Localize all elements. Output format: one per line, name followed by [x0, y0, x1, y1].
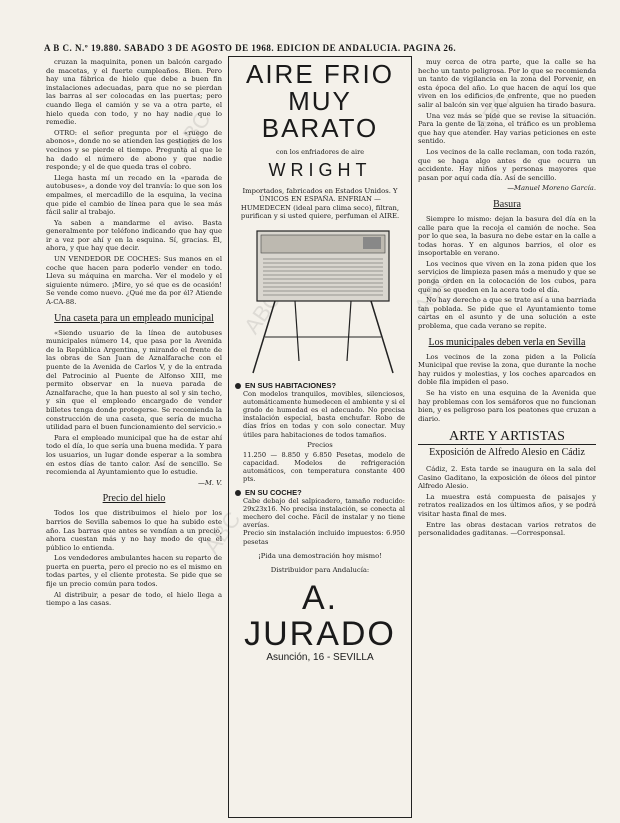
- classified-paragraph: UN VENDEDOR DE COCHES: Sus manos en el coche que hacen para poderlo vender en todo. Lleva su máquina en marcha. Ver el modelo y el siguiente número. ¡Mire, yo sé que es de ocasión! Se vende como nuevo. ¿Qué me da por él? Atiende A-CA-88.: [46, 255, 222, 307]
- ad-headline: MUY BARATO: [261, 86, 379, 143]
- right-column: [418, 58, 596, 818]
- bullet-text: EN SU COCHE?: [245, 487, 302, 497]
- signature: —Manuel Moreno García.: [507, 184, 596, 193]
- bullet-icon: [235, 383, 241, 389]
- watermark: ABC: [168, 107, 216, 159]
- paragraph: «Siendo usuario de la línea de autobuses municipales número 14, que pasa por la Avenida de la República Argentina, y mirando el frente de las obras de San Juan de Aznalfarache con el puente de la Avenida de Carlos V, y de la entrada del Patrocinio al Puente de Alfonso XIII, me permito observar en la nueva parada de Aznalfarache, que la han puesto al sol y sin techo, y sin que el empleado encargado de vender billetes tenga donde protegerse. Se recomienda la construcción de una caseta, que sería de mucha utilidad para el buen funcionamiento del servicio.»: [46, 328, 222, 432]
- paragraph: Una vez más se pide que se revise la situación. Para la gente de la zona, el tráfico es un problema que hay que atender. Hay varias peticiones en este sentido.: [418, 111, 596, 146]
- ad-bullet-title: [235, 488, 405, 497]
- watermark: ABC: [468, 87, 516, 139]
- paragraph: Cádiz, 2. Esta tarde se inaugura en la sala del Casino Gaditano, la exposición de óleos del pintor Alfredo Alesio.: [418, 464, 596, 491]
- ad-brand: WRIGHT: [268, 160, 372, 180]
- paragraph: Los vecinos de la calle reclaman, con toda razón, que se haga algo antes de que ocurra un accidente. Hay niños y personas mayores que pasan por aquí cada día. Así de sencillo.: [418, 147, 596, 182]
- ad-headline: AIRE FRIO: [245, 59, 394, 89]
- watermark: ABC: [198, 507, 246, 559]
- watermark: ABC: [408, 267, 456, 319]
- ad-price-text: Precio sin instalación incluido impuestos: 6.950 pesetas: [243, 529, 405, 546]
- paragraph: Se ha visto en una esquina de la Avenida que hay problemas con los semáforos que no funcionan bien, y es peligroso para los peatones que cruzan a diario.: [418, 389, 596, 423]
- paragraph: Los vecinos de la zona piden a la Policía Municipal que revise la zona, que durante la noche hay ruidos y molestias, y los coches aparcados en doble fila impiden el paso.: [418, 352, 596, 387]
- ad-company: A. JURADO: [244, 578, 396, 653]
- paragraph: Entre las obras destacan varios retratos de personalidades gaditanas. —Corresponsal.: [418, 520, 596, 538]
- paragraph: No hay derecho a que se trate así a una barriada tan poblada. Se pide que el Ayuntamiento tome cartas en el asunto y de una solución a este problema, que cada verano se repite.: [418, 296, 596, 331]
- ad-bullet-title: [235, 381, 405, 390]
- section-heading-caseta: Una caseta para un empleado municipal: [54, 312, 214, 324]
- ad-description: Importados, fabricados en Estados Unidos. Y ÚNICOS EN ESPAÑA. ENFRIAN — HUMEDECEN (ideal para clima seco), filtran, purifican y si usted quiere, perfuman el AIRE.: [240, 187, 400, 221]
- paragraph: Todos los que distribuimos el hielo por los barrios de Sevilla sabemos lo que ha subido este año. Las barras que antes se vendían a un precio, ahora cuestan más y no hay modo de que el público lo entienda.: [46, 509, 222, 552]
- ad-bullet-body: Cabe debajo del salpicadero, tamaño reducido: 29x23x16. No precisa instalación, se conecta al mechero del coche. Fácil de instalar y no tiene averías.: [243, 496, 405, 530]
- air-cooler-illustration: [235, 227, 405, 377]
- section-heading-municipales: Los municipales deben verla en Sevilla: [428, 336, 586, 348]
- paragraph: La muestra está compuesta de paisajes y retratos realizados en los últimos años, y se podrá visitar hasta final de mes.: [418, 492, 596, 518]
- paragraph: Llega hasta mí un recado en la «parada de autobuses», a donde voy del tranvía: lo que son los empalmes, el mercadillo de la esquina, la vecina que pide el cambio de línea para que le sea más fácil salir al trabajo.: [46, 173, 222, 217]
- ad-bullet-body: Con modelos tranquilos, movibles, silenciosos, automáticamente humedecen el ambiente y si el grado de humedad es el adecuado. No precisa instalación especial, basta enchufar. Robo de días fríos en todas y con solo conectar. Muy útiles para habitaciones de todos tamaños.: [243, 389, 405, 439]
- ad-distributor: Distribuidor para Andalucía:: [270, 565, 370, 574]
- section-heading-hielo: Precio del hielo: [102, 493, 166, 505]
- paragraph: cruzan la maquinita, ponen un balcón cargado de macetas, y el fuerte cumpleaños. Bien. Pero hay una fábrica de hielo que debe a buen fin instalaciones adecuadas, para que no se pierdan las barras al ser colocadas en las puertas; pero cuando llega el camión y se va a otra parte, el hielo queda con todo, y no hay nadie que lo remedie.: [46, 58, 222, 127]
- masthead: A B C. N.º 19.880. SABADO 3 DE AGOSTO DE 1968. EDICION DE ANDALUCIA. PAGINA 26.: [44, 43, 457, 53]
- paragraph: muy cerca de otra parte, que la calle se ha hecho un tanto peligrosa. Por lo que se recomienda un tanto de vigilancia en la zona del Porvenir, en esta época del año. Lo que hacen de aquí los que viven en los edificios de enfrente, que no pueden salir al balcón sin ver que alguien ha tirado basura.: [418, 58, 596, 109]
- paragraph: Siempre lo mismo: dejan la basura del día en la calle para que la recoja el camión de noche. Sea por lo que sea, la basura no debe estar en la calle a todas horas. Y en algunos barrios, el olor es insoportable en verano.: [418, 214, 596, 258]
- ad-address: Asunción, 16 - SEVILLA: [266, 651, 374, 663]
- paragraph: Para el empleado municipal que ha de estar ahí todo el día, lo que sería una buena medida. Y para los usuarios, un lugar donde esperar a la sombra en estos días de tanto calor. Así de sencillo. Se recomienda al Ayuntamiento que lo estudie.: [46, 433, 222, 477]
- paragraph: Los vendedores ambulantes hacen su reparto de puerta en puerta, pero el precio no es el mismo en todas partes, y el cliente protesta. Se pide que se fije un precio común para todos.: [46, 554, 222, 589]
- watermark: ABC: [238, 287, 286, 339]
- art-section-title: ARTE Y ARTISTAS: [418, 433, 596, 445]
- left-column: [46, 58, 222, 818]
- advertisement: [228, 56, 412, 818]
- paragraph: Los vecinos que viven en la zona piden que los servicios de limpieza pasen más a menudo y que se ponga orden en la colocación de los cubos, para que no se queden en la acera todo el día.: [418, 259, 596, 294]
- art-subtitle: Exposición de Alfredo Alesio en Cádiz: [429, 446, 585, 458]
- ad-price-label: Precios: [307, 440, 333, 449]
- paragraph: Ya saben a mandarme el aviso. Basta generalmente por teléfono indicando que hay que ir a vez por ahí y en la esquina. Sí, gracias. Él, ahora, y que hay que decir.: [46, 218, 222, 253]
- ad-intro: con los enfriadores de aire: [275, 148, 365, 156]
- bullet-text: EN SUS HABITACIONES?: [245, 380, 337, 390]
- paragraph: OTRO: el señor pregunta por el «ruego de abonos», donde no se atienden las gestiones de los vecinos y se pierde el tiempo. Pregunta al que le ha dado el número de abono y que nadie responde; y el de que queda tras el cobro.: [46, 128, 222, 172]
- ad-price-text: 11.250 — 8.850 y 6.850 Pesetas, modelo de capacidad. Modelos de refrigeración automáticos, con temperatura constante 400 pts.: [243, 450, 405, 484]
- ad-offer: ¡Pida una demostración hoy mismo!: [258, 551, 382, 560]
- paragraph: Al distribuir, a pesar de todo, el hielo llega a tiempo a las casas.: [46, 590, 222, 608]
- section-heading-basura: Basura: [493, 198, 521, 210]
- signature: —M. V.: [198, 478, 222, 487]
- bullet-icon: [235, 490, 241, 496]
